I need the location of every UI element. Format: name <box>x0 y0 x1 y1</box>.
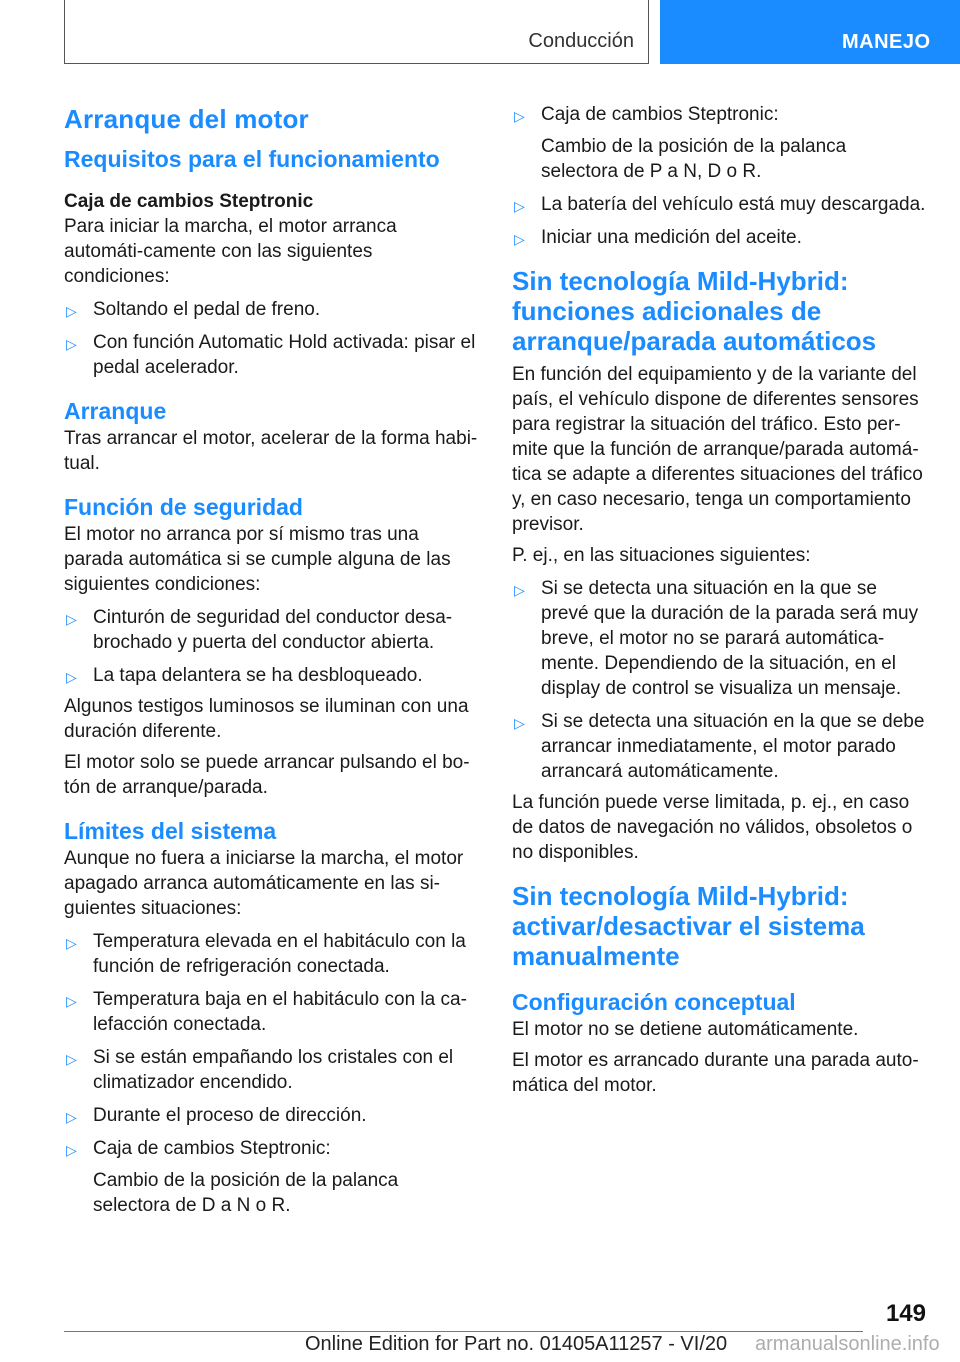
list-item: ▷ Si se detecta una situación en la que se debe arrancar inmediatamente, el motor parado arrancará automáticamente. <box>514 711 925 782</box>
paragraph: P. ej., en las situaciones siguientes: <box>512 545 811 566</box>
section-heading-limites: Límites del sistema <box>64 818 277 844</box>
paragraph: El motor solo se puede arrancar pulsando el bo‐tón de arranque/parada. <box>64 752 470 798</box>
list-item: ▷ Caja de cambios Steptronic: Cambio de la posición de la palanca selectora de P a N, D o R. <box>512 102 927 184</box>
list-item: ▷ Durante el proceso de dirección. <box>64 1103 479 1128</box>
triangle-bullet-icon: ▷ <box>66 303 77 319</box>
list-item-detail: Cambio de la posición de la palanca selectora de D a N o R. <box>93 1170 399 1216</box>
triangle-bullet-icon: ▷ <box>66 336 77 352</box>
page-number: 149 <box>885 1300 926 1327</box>
footer-divider <box>64 1331 863 1332</box>
paragraph: El motor no arranca por sí mismo tras una parada automática si se cumple alguna de las siguientes condiciones: <box>64 524 451 595</box>
triangle-bullet-icon: ▷ <box>514 231 525 247</box>
triangle-bullet-icon: ▷ <box>514 198 525 214</box>
list-item: ▷ Caja de cambios Steptronic: Cambio de la posición de la palanca selectora de D a N o R. <box>64 1136 479 1218</box>
section-heading-requisitos: Requisitos para el funcionamiento <box>64 146 440 172</box>
triangle-bullet-icon: ▷ <box>66 1109 77 1125</box>
list-item: ▷ Temperatura elevada en el habitáculo con la función de refrigeración conectada. <box>66 931 466 977</box>
triangle-bullet-icon: ▷ <box>514 108 525 124</box>
paragraph: En función del equipamiento y de la variante del país, el vehículo dispone de diferentes sensores para registrar la situación del tráfico. Esto per‐mite que la función de arranque/parada automá‐tica se adapte a diferentes situaciones del tráfico y, en caso necesario, tenga un comportamiento previsor. <box>512 364 923 535</box>
triangle-bullet-icon: ▷ <box>514 715 525 731</box>
list-item: ▷ Cinturón de seguridad del conductor desa‐brochado y puerta del conductor abierta. <box>66 607 453 653</box>
header-section-box <box>64 0 649 64</box>
list-item: ▷ La tapa delantera se ha desbloqueado. <box>64 663 479 688</box>
page-title: Arranque del motor <box>64 104 309 134</box>
list-item: ▷ Si se detecta una situación en la que se prevé que la duración de la parada será muy breve, el motor no se parará automática‐mente. Dependiendo de la situación, en el display de control se visualiza un mensaje. <box>514 578 919 699</box>
footer-edition: Online Edition for Part no. 01405A11257 - VI/20 <box>305 1333 728 1355</box>
list-item: ▷ La batería del vehículo está muy descargada. <box>512 192 927 217</box>
triangle-bullet-icon: ▷ <box>66 611 77 627</box>
left-column <box>64 100 479 1218</box>
triangle-bullet-icon: ▷ <box>514 582 525 598</box>
right-column <box>512 100 927 1098</box>
header-section-title: Conducción <box>528 30 634 52</box>
list-item-detail: Cambio de la posición de la palanca selectora de P a N, D o R. <box>541 136 847 182</box>
list-item: ▷ Con función Automatic Hold activada: pisar el pedal acelerador. <box>66 332 476 378</box>
header-chapter-label: MANEJO <box>842 31 931 53</box>
subheading-steptronic: Caja de cambios Steptronic <box>64 191 314 212</box>
list-item: ▷ Si se están empañando los cristales con el climatizador encendido. <box>66 1047 454 1093</box>
triangle-bullet-icon: ▷ <box>66 1051 77 1067</box>
paragraph: La función puede verse limitada, p. ej., en caso de datos de navegación no válidos, obsoletos o no disponibles. <box>512 792 913 863</box>
section-heading-seguridad: Función de seguridad <box>64 494 303 520</box>
section-title-mild-hybrid-funciones: Sin tecnología Mild-Hybrid: funciones adicionales de arranque/parada automáticos <box>512 266 877 356</box>
triangle-bullet-icon: ▷ <box>66 669 77 685</box>
list-item: ▷ Temperatura baja en el habitáculo con la ca‐lefacción conectada. <box>66 989 467 1035</box>
paragraph: Aunque no fuera a iniciarse la marcha, el motor apagado arranca automáticamente en las si‐guientes situaciones: <box>64 848 464 919</box>
list-item: ▷ Soltando el pedal de freno. <box>64 297 479 322</box>
section-heading-arranque: Arranque <box>64 398 167 424</box>
paragraph: Tras arrancar el motor, acelerar de la forma habi‐tual. <box>64 428 478 474</box>
section-title-mild-hybrid-manual: Sin tecnología Mild-Hybrid: activar/desactivar el sistema manualmente <box>512 881 865 971</box>
header-chapter-tab[interactable] <box>660 0 960 64</box>
watermark: armanualsonline.info <box>755 1333 940 1355</box>
triangle-bullet-icon: ▷ <box>66 935 77 951</box>
paragraph: Para iniciar la marcha, el motor arranca automáti‐camente con las siguientes condiciones: <box>64 216 397 287</box>
paragraph: El motor no se detiene automáticamente. <box>512 1019 859 1040</box>
paragraph: El motor es arrancado durante una parada auto‐mática del motor. <box>512 1050 919 1096</box>
list-item: ▷ Iniciar una medición del aceite. <box>512 225 927 250</box>
section-heading-configuracion: Configuración conceptual <box>512 989 796 1015</box>
triangle-bullet-icon: ▷ <box>66 993 77 1009</box>
triangle-bullet-icon: ▷ <box>66 1142 77 1158</box>
paragraph: Algunos testigos luminosos se iluminan con una duración diferente. <box>64 696 469 742</box>
